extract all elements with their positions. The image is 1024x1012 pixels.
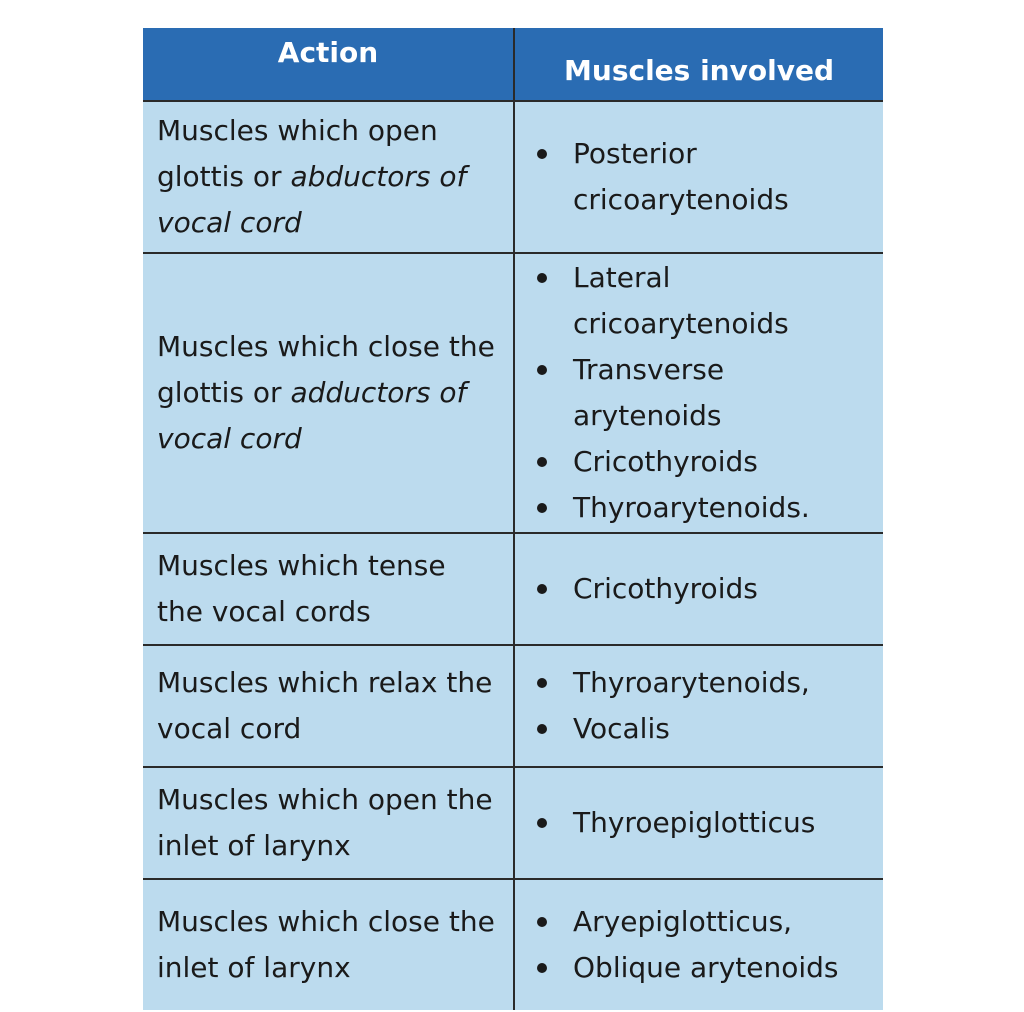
bullet-icon — [537, 818, 547, 828]
muscles-cell — [515, 646, 883, 766]
list-item — [533, 945, 838, 991]
header-muscles-involved: Muscles involved — [564, 54, 834, 87]
action-text-italic: adductors of vocal cord — [157, 376, 467, 455]
muscle-name: Thyroarytenoids, — [573, 666, 810, 699]
muscle-name: Transverse arytenoids — [573, 353, 725, 432]
action-text: Muscles which tense the vocal cords — [157, 549, 446, 628]
muscles-cell — [515, 534, 883, 644]
header-action: Action — [143, 28, 515, 100]
list-item — [533, 485, 873, 531]
table-header — [143, 28, 883, 102]
muscles-cell — [515, 768, 883, 878]
action-text: Muscles which relax the vocal cord — [157, 666, 493, 745]
bullet-icon — [537, 365, 547, 375]
list-item — [533, 706, 810, 752]
list-item — [533, 439, 873, 485]
table-row — [143, 534, 883, 646]
table-row — [143, 102, 883, 254]
table-row — [143, 768, 883, 880]
muscle-name: Vocalis — [573, 712, 670, 745]
muscles-cell — [515, 880, 883, 1010]
muscle-name: Thyroepiglotticus — [573, 806, 816, 839]
action-text: Muscles which open the inlet of larynx — [157, 783, 493, 862]
muscle-name: Posterior cricoarytenoids — [573, 137, 789, 216]
action-text-italic: abductors of vocal cord — [157, 160, 467, 239]
muscle-name: Cricothyroids — [573, 572, 758, 605]
list-item — [533, 899, 838, 945]
muscle-name: Oblique arytenoids — [573, 951, 839, 984]
action-cell — [143, 254, 515, 532]
list-item — [533, 347, 873, 439]
bullet-icon — [537, 503, 547, 513]
bullet-icon — [537, 678, 547, 688]
muscle-name: Thyroarytenoids. — [573, 491, 810, 524]
action-cell — [143, 102, 515, 252]
muscles-cell — [515, 102, 883, 252]
muscle-name: Cricothyroids — [573, 445, 758, 478]
muscles-cell — [515, 254, 883, 532]
list-item — [533, 660, 810, 706]
action-text: Muscles which close the glottis or — [157, 330, 495, 409]
list-item — [533, 131, 873, 223]
muscles-table — [143, 28, 883, 1010]
action-text: Muscles which open glottis or — [157, 114, 438, 193]
bullet-icon — [537, 457, 547, 467]
bullet-icon — [537, 724, 547, 734]
list-item — [533, 566, 758, 612]
bullet-icon — [537, 149, 547, 159]
action-cell — [143, 534, 515, 644]
action-text: Muscles which close the inlet of larynx — [157, 905, 495, 984]
bullet-icon — [537, 273, 547, 283]
action-cell — [143, 768, 515, 878]
bullet-icon — [537, 917, 547, 927]
table-row — [143, 646, 883, 768]
action-cell — [143, 646, 515, 766]
list-item — [533, 255, 873, 347]
table-row — [143, 880, 883, 1010]
table-row — [143, 254, 883, 534]
muscle-name: Lateral cricoarytenoids — [573, 261, 789, 340]
bullet-icon — [537, 584, 547, 594]
list-item — [533, 800, 815, 846]
bullet-icon — [537, 963, 547, 973]
muscle-name: Aryepiglotticus, — [573, 905, 793, 938]
action-cell — [143, 880, 515, 1010]
